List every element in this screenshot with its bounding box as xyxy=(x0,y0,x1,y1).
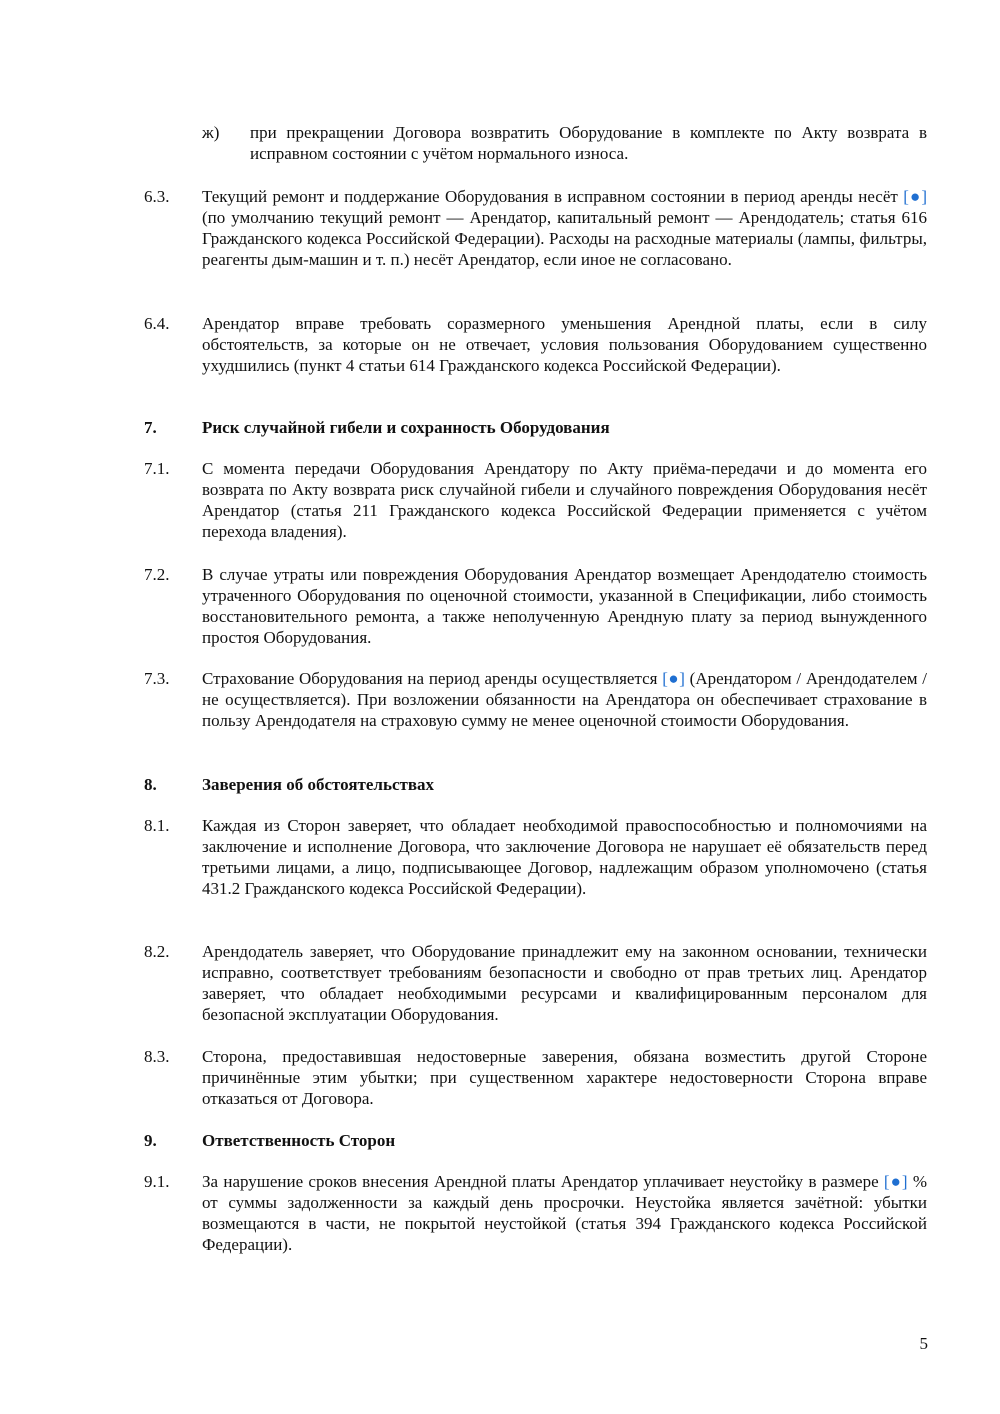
clause-number: 8.3. xyxy=(144,1047,170,1066)
placeholder-mark: [●] xyxy=(903,187,928,206)
clause-text: Арендатор вправе требовать соразмерного уменьшения Арендной платы, если в силу обстоятельств, за которые он не отвечает, условия пользования Оборудованием существенно ухудшились (пункт 4 статьи 614 Гражданского кодекса Российской Федерации). xyxy=(202,314,927,375)
clause-text: Сторона, предоставившая недостоверные заверения, обязана возместить другой Стороне причинённые этим убытки; при существенном характере недостоверности Сторона вправе отказаться от Договора. xyxy=(202,1047,927,1108)
clause-number: 7.1. xyxy=(144,459,170,478)
section-title: Риск случайной гибели и сохранность Оборудования xyxy=(202,418,610,437)
clause-text: Текущий ремонт и поддержание Оборудования в исправном состоянии в период аренды несёт [●] (по умолчанию текущий ремонт — Арендатор, капитальный ремонт — Арендодатель; статья 616 Гражданского кодекса Российской Федерации). Расходы на расходные материалы (лампы, фильтры, реагенты дым-машин и т. п.) несёт Арендатор, если иное не согласовано. xyxy=(202,187,928,269)
clause-text: Каждая из Сторон заверяет, что обладает необходимой правоспособностью и полномочиями на заключение и исполнение Договора, что заключение Договора не нарушает её обязательств перед третьими лицами, а лицо, подписывающее Договор, надлежащим образом уполномочено (статья 431.2 Гражданского кодекса Российской Федерации). xyxy=(202,816,927,898)
clause-text: С момента передачи Оборудования Арендатору по Акту приёма-передачи и до момента его возврата по Акту возврата риск случайной гибели и случайного повреждения Оборудования несёт Арендатор (статья 211 Гражданского кодекса Российской Федерации применяется с учётом перехода владения). xyxy=(202,459,927,541)
clause-number: 7.2. xyxy=(144,565,170,584)
section-title: Ответственность Сторон xyxy=(202,1131,396,1150)
clause-number: 8.1. xyxy=(144,816,170,835)
page-number: 5 xyxy=(919,1334,928,1353)
item-text: при прекращении Договора возвратить Оборудование в комплекте по Акту возврата в исправном состоянии с учётом нормального износа. xyxy=(250,123,927,163)
clause-text: Страхование Оборудования на период аренды осуществляется [●] (Арендатором / Арендодателем / не осуществляется). При возложении обязанности на Арендатора он обеспечивает страхование в пользу Арендодателя на страховую сумму не менее оценочной стоимости Оборудования. xyxy=(202,669,927,730)
placeholder-mark: [●] xyxy=(883,1172,908,1191)
clause-number: 8.2. xyxy=(144,942,170,961)
clause-number: 9.1. xyxy=(144,1172,170,1191)
item-number: ж) xyxy=(202,123,220,142)
clause-text: В случае утраты или повреждения Оборудования Арендатор возмещает Арендодателю стоимость утраченного Оборудования по оценочной стоимости, указанной в Спецификации, либо стоимость восстановительного ремонта, а также неполученную Арендную плату за период вынужденного простоя Оборудования. xyxy=(202,565,927,647)
section-title: Заверения об обстоятельствах xyxy=(202,775,435,794)
clause-number: 6.3. xyxy=(144,187,170,206)
placeholder-mark: [●] xyxy=(662,669,685,688)
clause-number: 6.4. xyxy=(144,314,170,333)
section-number: 7. xyxy=(144,418,157,437)
section-number: 8. xyxy=(144,775,157,794)
clause-text: За нарушение сроков внесения Арендной платы Арендатор уплачивает неустойку в размере [●] % от суммы задолженности за каждый день просрочки. Неустойка является зачётной: убытки возмещаются в части, не покрытой неустойкой (статья 394 Гражданского кодекса Российской Федерации). xyxy=(202,1172,928,1254)
clause-text: Арендодатель заверяет, что Оборудование принадлежит ему на законном основании, технически исправно, соответствует требованиям безопасности и свободно от прав третьих лиц. Арендатор заверяет, что обладает необходимыми ресурсами и квалифицированным персоналом для безопасной эксплуатации Оборудования. xyxy=(202,942,927,1024)
clause-number: 7.3. xyxy=(144,669,170,688)
section-number: 9. xyxy=(144,1131,157,1150)
